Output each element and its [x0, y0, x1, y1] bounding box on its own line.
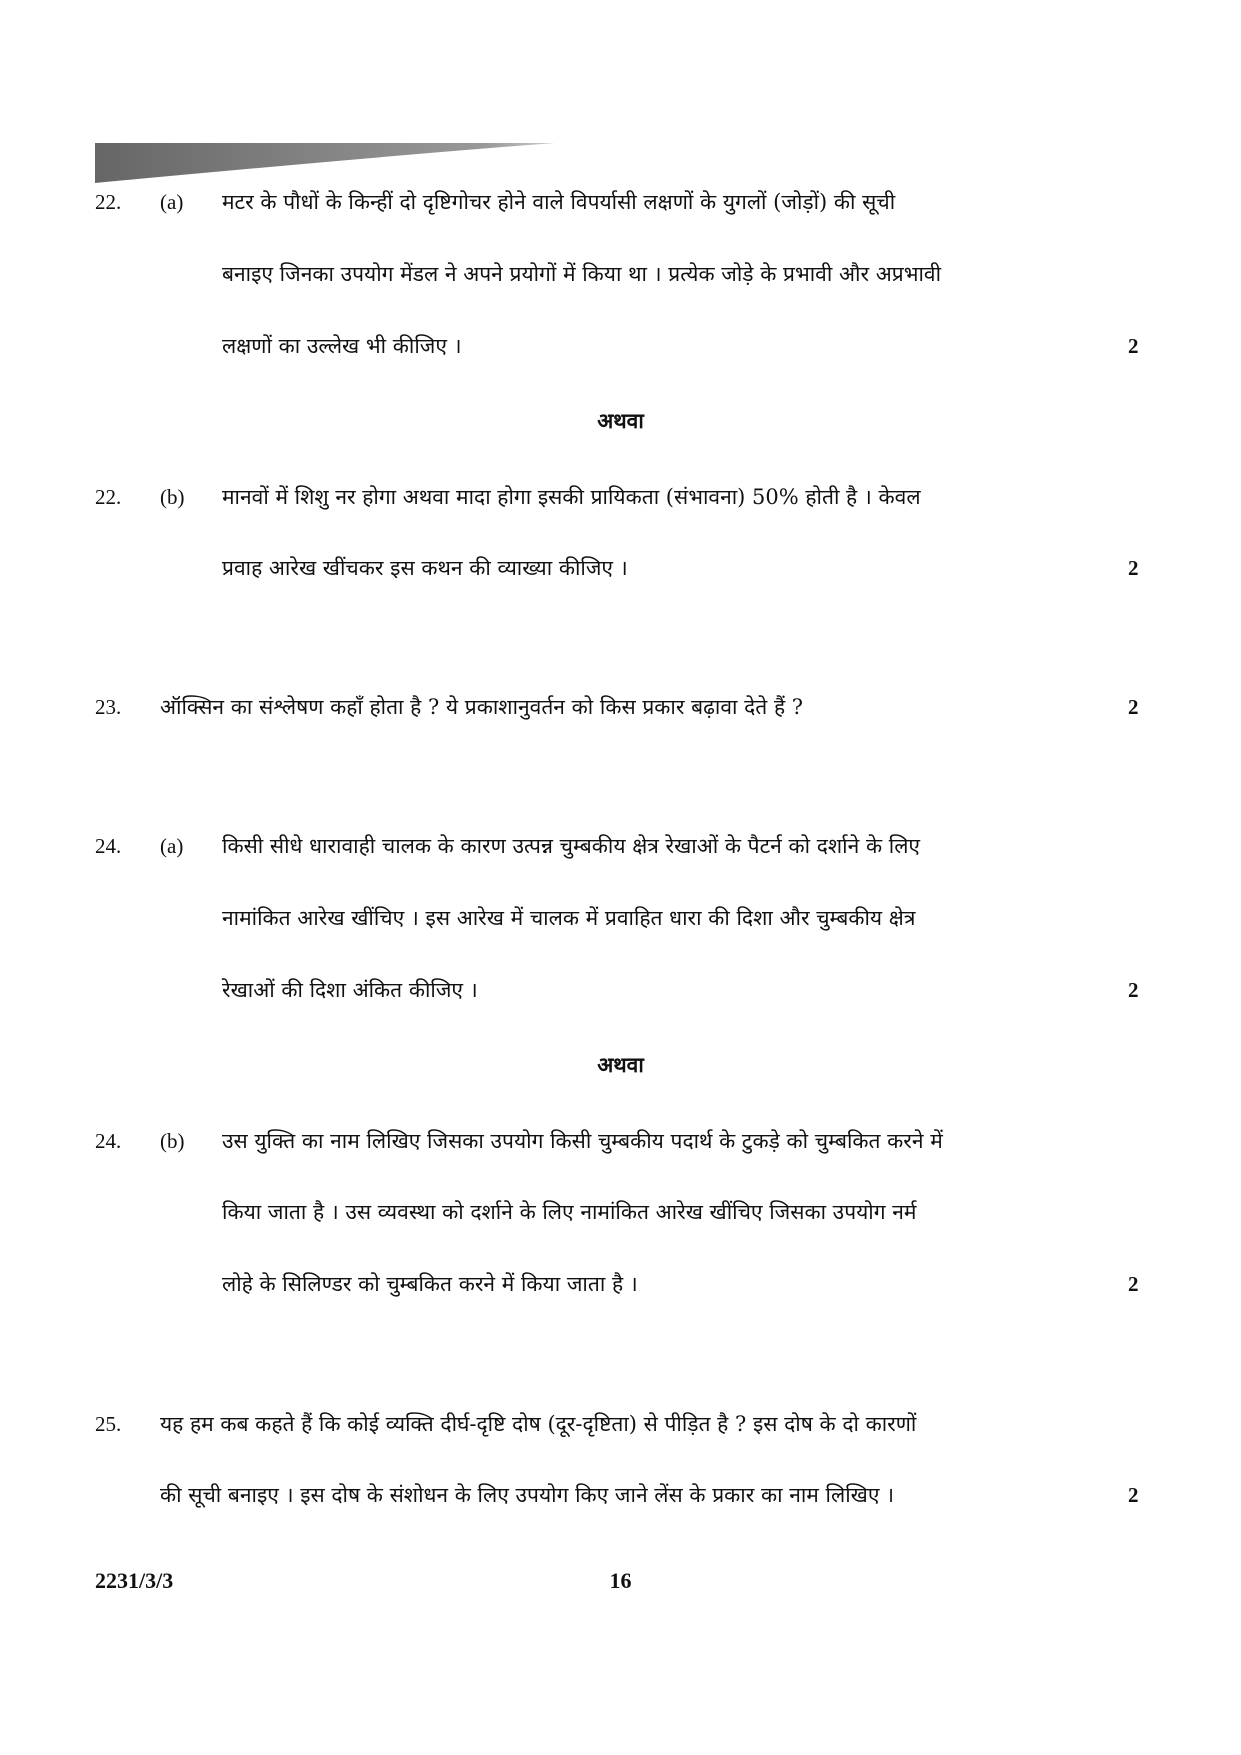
marks: 2 [1128, 1272, 1139, 1296]
question-number: 24. [95, 834, 122, 858]
paper-code: 2231/3/3 [95, 1568, 174, 1593]
question-line: उस युक्ति का नाम लिखिए जिसका उपयोग किसी चुम्बकीय पदार्थ के टुकड़े को चुम्बकित करने में [222, 1129, 943, 1153]
marks: 2 [1128, 695, 1139, 719]
or-separator: अथवा [597, 1052, 644, 1077]
marks: 2 [1128, 978, 1139, 1002]
question-line: मानवों में शिशु नर होगा अथवा मादा होगा इसकी प्रायिकता (संभावना) 50% होती है । केवल [222, 485, 921, 509]
page-number: 16 [609, 1568, 632, 1593]
question-number: 23. [95, 695, 122, 719]
question-line: लक्षणों का उल्लेख भी कीजिए । [222, 334, 462, 358]
question-line: प्रवाह आरेख खींचकर इस कथन की व्याख्या कीजिए । [222, 556, 628, 580]
question-number: 25. [95, 1412, 122, 1436]
question-number: 24. [95, 1129, 122, 1153]
question-line: किसी सीधे धारावाही चालक के कारण उत्पन्न चुम्बकीय क्षेत्र रेखाओं के पैटर्न को दर्शाने के लिए [222, 834, 921, 858]
question-line: मटर के पौधों के किन्हीं दो दृष्टिगोचर होने वाले विपर्यासी लक्षणों के युगलों (जोड़ों) की सूची [222, 190, 896, 214]
question-line: लोहे के सिलिण्डर को चुम्बकित करने में किया जाता है । [222, 1272, 638, 1296]
question-sub-label: (a) [160, 190, 184, 214]
question-line: ऑक्सिन का संश्लेषण कहाँ होता है ? ये प्रकाशानुवर्तन को किस प्रकार बढ़ावा देते हैं ? [160, 695, 804, 719]
marks: 2 [1128, 1483, 1139, 1507]
question-line: की सूची बनाइए । इस दोष के संशोधन के लिए उपयोग किए जाने लेंस के प्रकार का नाम लिखिए । [160, 1483, 895, 1507]
question-line: नामांकित आरेख खींचिए । इस आरेख में चालक में प्रवाहित धारा की दिशा और चुम्बकीय क्षेत्र [222, 906, 916, 930]
marks: 2 [1128, 556, 1139, 580]
question-number: 22. [95, 190, 122, 214]
question-sub-label: (b) [160, 485, 185, 509]
or-separator: अथवा [597, 408, 644, 433]
question-line: रेखाओं की दिशा अंकित कीजिए । [222, 978, 478, 1002]
question-line: किया जाता है । उस व्यवस्था को दर्शाने के लिए नामांकित आरेख खींचिए जिसका उपयोग नर्म [222, 1200, 917, 1224]
header-decoration-bar [95, 143, 555, 183]
marks: 2 [1128, 334, 1139, 358]
question-sub-label: (a) [160, 834, 184, 858]
question-line: बनाइए जिनका उपयोग मेंडल ने अपने प्रयोगों में किया था । प्रत्येक जोड़े के प्रभावी और अप्रभावी [222, 262, 942, 286]
question-line: यह हम कब कहते हैं कि कोई व्यक्ति दीर्घ-दृष्टि दोष (दूर-दृष्टिता) से पीड़ित है ? इस दोष के दो कारणों [160, 1412, 917, 1436]
question-sub-label: (b) [160, 1129, 185, 1153]
question-number: 22. [95, 485, 122, 509]
